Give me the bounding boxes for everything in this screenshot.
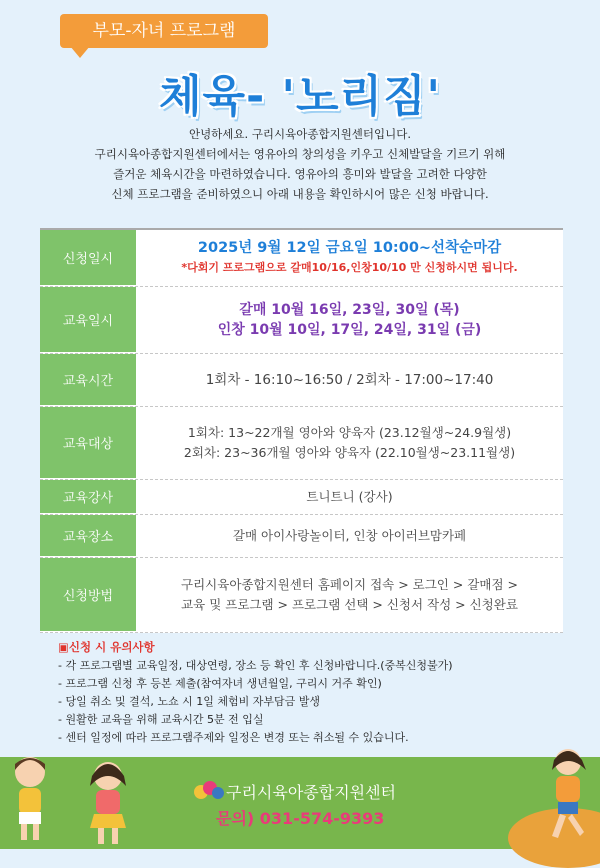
program-type-badge: 부모-자녀 프로그램 bbox=[60, 14, 268, 48]
boy-illustration bbox=[6, 752, 54, 848]
page-title: 체육- '노리짐' bbox=[158, 71, 442, 122]
label-edu-time: 교육시간 bbox=[40, 354, 136, 406]
label-method: 신청방법 bbox=[40, 558, 136, 632]
notice-item: - 각 프로그램별 교육일정, 대상연령, 장소 등 확인 후 신청바랍니다.(중복신청불가) bbox=[58, 659, 453, 672]
intro-line: 신체 프로그램을 준비하였으니 아래 내용을 확인하시어 많은 신청 바랍니다. bbox=[111, 187, 489, 201]
label-place: 교육장소 bbox=[40, 515, 136, 557]
row-place bbox=[40, 515, 563, 558]
notice-item: - 당일 취소 및 결석, 노쇼 시 1일 체험비 자부담금 발생 bbox=[58, 695, 320, 708]
center-name: 구리시육아종합지원센터 bbox=[226, 783, 397, 802]
row-method bbox=[40, 558, 563, 633]
label-target: 교육대상 bbox=[40, 407, 136, 479]
notice-marker: ▣ bbox=[58, 640, 69, 654]
notice-section bbox=[58, 638, 453, 747]
place-value: 갈매 아이사랑놀이터, 인창 아이러브맘카페 bbox=[232, 528, 467, 543]
method-line2: 교육 및 프로그램 > 프로그램 선택 > 신청서 작성 > 신청완료 bbox=[181, 597, 518, 612]
notice-item: - 센터 일정에 따라 프로그램주제와 일정은 변경 또는 취소될 수 있습니다. bbox=[58, 731, 409, 744]
center-logo-icon bbox=[193, 778, 225, 802]
label-teacher: 교육강사 bbox=[40, 480, 136, 514]
row-apply-date bbox=[40, 230, 563, 287]
badge-tail bbox=[70, 46, 90, 58]
running-girl-illustration bbox=[540, 744, 596, 848]
girl-illustration bbox=[82, 756, 134, 848]
intro-line: 구리시육아종합지원센터에서는 영유아의 창의성을 키우고 신체발달을 기르기 위해 bbox=[94, 147, 506, 161]
edu-date-line1: 갈매 10월 16일, 23일, 30일 (목) bbox=[239, 302, 460, 318]
label-apply-date: 신청일시 bbox=[40, 230, 136, 286]
contact-phone: 문의) 031-574-9393 bbox=[216, 809, 385, 828]
notice-item: - 원활한 교육을 위해 교육시간 5분 전 입실 bbox=[58, 713, 264, 726]
notice-item: - 프로그램 신청 후 등본 제출(참여자녀 생년월일, 구리시 거주 확인) bbox=[58, 677, 382, 690]
apply-date-note: *다회기 프로그램으로 갈매10/16,인창10/10 만 신청하시면 됩니다. bbox=[181, 261, 518, 274]
notice-title: 신청 시 유의사항 bbox=[68, 640, 155, 654]
edu-time-value: 1회차 - 16:10~16:50 / 2회차 - 17:00~17:40 bbox=[205, 372, 494, 388]
teacher-value: 트니트니 (강사) bbox=[306, 489, 393, 504]
row-edu-date bbox=[40, 287, 563, 354]
edu-date-line2: 인창 10월 10일, 17일, 24일, 31일 (금) bbox=[217, 322, 482, 338]
row-edu-time bbox=[40, 354, 563, 407]
target-line2: 2회차: 23~36개월 영아와 양육자 (22.10월생~23.11월생) bbox=[183, 445, 516, 460]
intro-line: 안녕하세요. 구리시육아종합지원센터입니다. bbox=[188, 127, 412, 141]
intro-text bbox=[0, 124, 600, 204]
row-teacher bbox=[40, 480, 563, 515]
method-line1: 구리시육아종합지원센터 홈페이지 접속 > 로그인 > 갈매점 > bbox=[181, 577, 518, 592]
intro-line: 즐거운 체육시간을 마련하였습니다. 영유아의 흥미와 발달을 고려한 다양한 bbox=[113, 167, 487, 181]
row-target bbox=[40, 407, 563, 480]
target-line1: 1회차: 13~22개월 영아와 양육자 (23.12월생~24.9월생) bbox=[187, 425, 512, 440]
apply-date-value: 2025년 9월 12일 금요일 10:00~선착순마감 bbox=[197, 240, 502, 256]
info-table bbox=[40, 228, 563, 633]
label-edu-date: 교육일시 bbox=[40, 287, 136, 353]
